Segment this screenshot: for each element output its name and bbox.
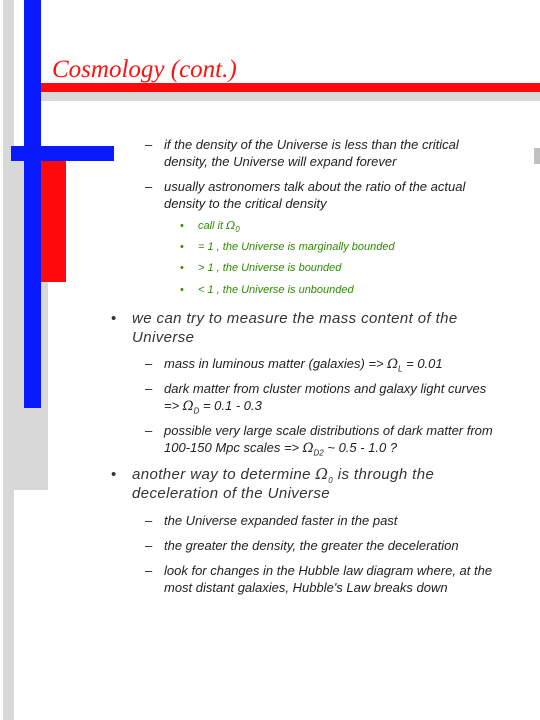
m3-line1: possible very large scale distributions of dark matter from	[164, 423, 493, 438]
gray-right-mark	[534, 148, 540, 164]
dash-bullet: –	[145, 356, 153, 371]
dot-bullet: •	[111, 466, 117, 483]
gray-horizontal-bar	[30, 91, 540, 101]
sub-bullet-bounded: > 1 , the Universe is bounded	[198, 262, 342, 274]
blue-horizontal-bar	[11, 146, 114, 161]
main2-line2: deceleration of the Universe	[132, 485, 330, 502]
dot-bullet: •	[180, 284, 184, 296]
main1-line2: Universe	[132, 329, 195, 346]
b1-line2: density, the Universe will expand forever	[164, 154, 397, 169]
b2-line2: density to the critical density	[164, 196, 327, 211]
main1-line1: we can try to measure the mass content of the	[132, 310, 458, 327]
dot-bullet: •	[180, 262, 184, 274]
dash-bullet: –	[145, 538, 153, 553]
d3-line1: look for changes in the Hubble law diagram where, at the	[164, 563, 493, 578]
dot-bullet: •	[180, 241, 184, 253]
omega-symbol: Ω	[387, 357, 399, 372]
red-horizontal-bar	[30, 83, 540, 92]
omega-symbol: Ω	[182, 399, 194, 414]
slide-title: Cosmology (cont.)	[52, 56, 237, 83]
sub-bullet-marginal: = 1 , the Universe is marginally bounded	[198, 241, 395, 253]
dash-bullet: –	[145, 563, 153, 578]
m2-line2: => $\Omega_D = 0.1 - 0.3$	[164, 398, 262, 416]
dot-bullet: •	[180, 220, 184, 232]
gray-vertical-bar	[3, 0, 14, 720]
d1-line: the Universe expanded faster in the past	[164, 513, 398, 528]
dash-bullet: –	[145, 381, 153, 396]
omega-symbol: Ω	[302, 441, 314, 456]
omega-symbol: Ω	[226, 219, 236, 232]
m3-line2: 100-150 Mpc scales => $\Omega_{D2}$ ~ 0.5 - 1.0 ?	[164, 440, 398, 458]
m2-line1: dark matter from cluster motions and galaxy light curves	[164, 381, 487, 396]
dash-bullet: –	[145, 513, 153, 528]
blue-vertical-bar	[24, 0, 41, 408]
dash-bullet: –	[145, 423, 153, 438]
m1-line: mass in luminous matter (galaxies) => $\Omega_L = 0.01$	[164, 356, 443, 374]
d2-line: the greater the density, the greater the deceleration	[164, 538, 459, 553]
dot-bullet: •	[111, 310, 117, 327]
main2-line1: another way to determine $\Omega_0$ is through the	[132, 465, 435, 485]
dash-bullet: –	[145, 179, 153, 194]
d3-line2: most distant galaxies, Hubble's Law breaks down	[164, 580, 448, 595]
sub-bullet-unbounded: < 1 , the Universe is unbounded	[198, 284, 354, 296]
b1-line1: if the density of the Universe is less than the critical	[164, 137, 459, 152]
dash-bullet: –	[145, 137, 153, 152]
b2-line1: usually astronomers talk about the ratio of the actual	[164, 179, 466, 194]
omega-symbol: Ω	[315, 465, 329, 483]
sub-bullet-call-it: call it $\Omega_0$	[198, 219, 240, 235]
